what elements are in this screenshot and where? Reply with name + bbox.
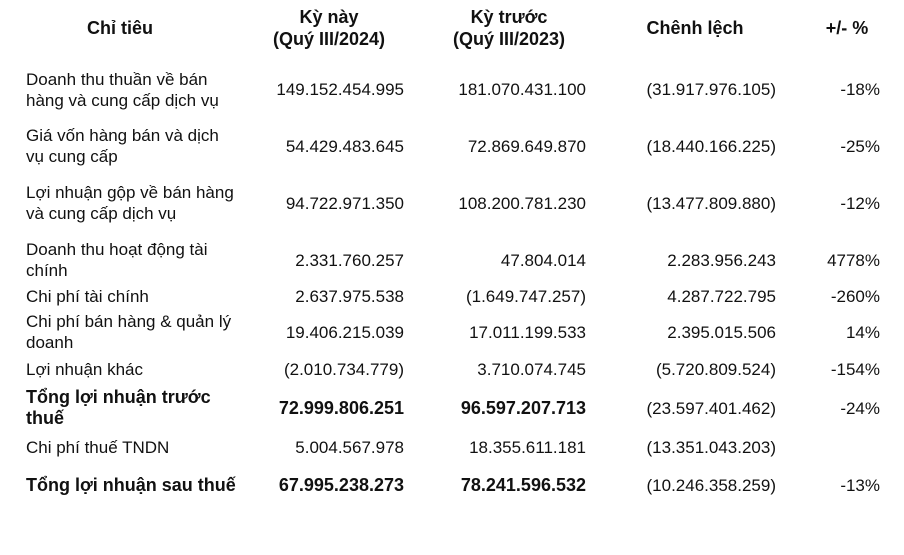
table-row (0, 237, 904, 283)
row-difference-value: (31.917.976.105) (646, 80, 776, 99)
row-difference-value: 4.287.722.795 (667, 286, 776, 306)
table-row (0, 355, 904, 383)
row-label: Giá vốn hàng bán và dịch vụ cung cấp (26, 126, 219, 166)
row-current-value: 2.637.975.538 (295, 286, 404, 306)
row-current-value: (2.010.734.779) (283, 359, 404, 379)
row-label: Chi phí bán hàng & quản lý doanh (26, 312, 232, 352)
row-percent-value: -12% (840, 193, 880, 213)
row-label: Chi phí tài chính (26, 286, 149, 306)
row-label: Tổng lợi nhuận sau thuế (26, 474, 236, 495)
table-row (0, 169, 904, 237)
row-current-value: 19.406.215.039 (285, 322, 404, 342)
row-previous-value: 3.710.074.745 (477, 359, 586, 379)
row-previous-value: 17.011.199.533 (469, 322, 586, 342)
row-percent-value: -25% (840, 136, 880, 156)
row-previous-value: 18.355.611.181 (469, 437, 586, 457)
table-header-row (0, 0, 904, 56)
row-previous-value: 96.597.207.713 (460, 397, 586, 418)
row-previous-value: 72.869.649.870 (467, 136, 586, 156)
table-row (0, 283, 904, 309)
header-current-period: Kỳ này (Quý III/2024) (272, 7, 386, 49)
row-label: Tổng lợi nhuận trước thuế (26, 387, 211, 428)
row-label: Chi phí thuế TNDN (26, 437, 170, 457)
row-label: Doanh thu hoạt động tài chính (26, 240, 208, 280)
table-row-total-before-tax (0, 383, 904, 433)
header-percent: +/- % (825, 18, 869, 38)
row-percent-value: 4778% (827, 250, 880, 270)
row-difference-value: 2.395.015.506 (667, 322, 776, 342)
row-previous-value: (1.649.747.257) (465, 286, 586, 306)
table-row-total-after-tax (0, 461, 904, 509)
row-difference-value: (23.597.401.462) (646, 398, 776, 418)
row-difference-value: (13.351.043.203) (646, 437, 776, 457)
row-difference-value: (10.246.358.259) (646, 475, 776, 495)
row-percent-value: -18% (840, 80, 880, 99)
row-label: Lợi nhuận khác (26, 359, 144, 379)
row-percent-value (790, 433, 904, 461)
row-previous-value: 181.070.431.100 (458, 80, 586, 99)
row-current-value: 54.429.483.645 (285, 136, 404, 156)
table-row (0, 309, 904, 355)
row-difference-value: (5.720.809.524) (655, 359, 776, 379)
row-difference-value: 2.283.956.243 (667, 250, 776, 270)
header-difference: Chênh lệch (646, 18, 744, 38)
header-indicator: Chỉ tiêu (87, 18, 153, 38)
row-percent-value: -154% (830, 359, 880, 379)
table-row (0, 123, 904, 169)
row-percent-value: 14% (845, 322, 880, 342)
table-row (0, 56, 904, 123)
row-current-value: 149.152.454.995 (276, 80, 404, 99)
row-percent-value: -13% (840, 475, 880, 495)
row-current-value: 72.999.806.251 (278, 397, 404, 418)
row-label: Doanh thu thuần về bán hàng và cung cấp dịch vụ (26, 69, 219, 110)
header-previous-period: Kỳ trước (Quý III/2023) (452, 7, 566, 49)
row-current-value: 94.722.971.350 (285, 193, 404, 213)
row-current-value: 5.004.567.978 (295, 437, 404, 457)
row-difference-value: (13.477.809.880) (646, 193, 776, 213)
table-row (0, 433, 904, 461)
row-percent-value: -24% (840, 398, 880, 418)
row-previous-value: 78.241.596.532 (460, 474, 586, 495)
row-current-value: 67.995.238.273 (278, 474, 404, 495)
row-previous-value: 108.200.781.230 (458, 193, 586, 213)
row-label: Lợi nhuận gộp về bán hàng và cung cấp dịch vụ (26, 183, 234, 223)
row-percent-value: -260% (830, 286, 880, 306)
row-previous-value: 47.804.014 (500, 250, 586, 270)
row-difference-value: (18.440.166.225) (646, 136, 776, 156)
row-current-value: 2.331.760.257 (295, 250, 404, 270)
